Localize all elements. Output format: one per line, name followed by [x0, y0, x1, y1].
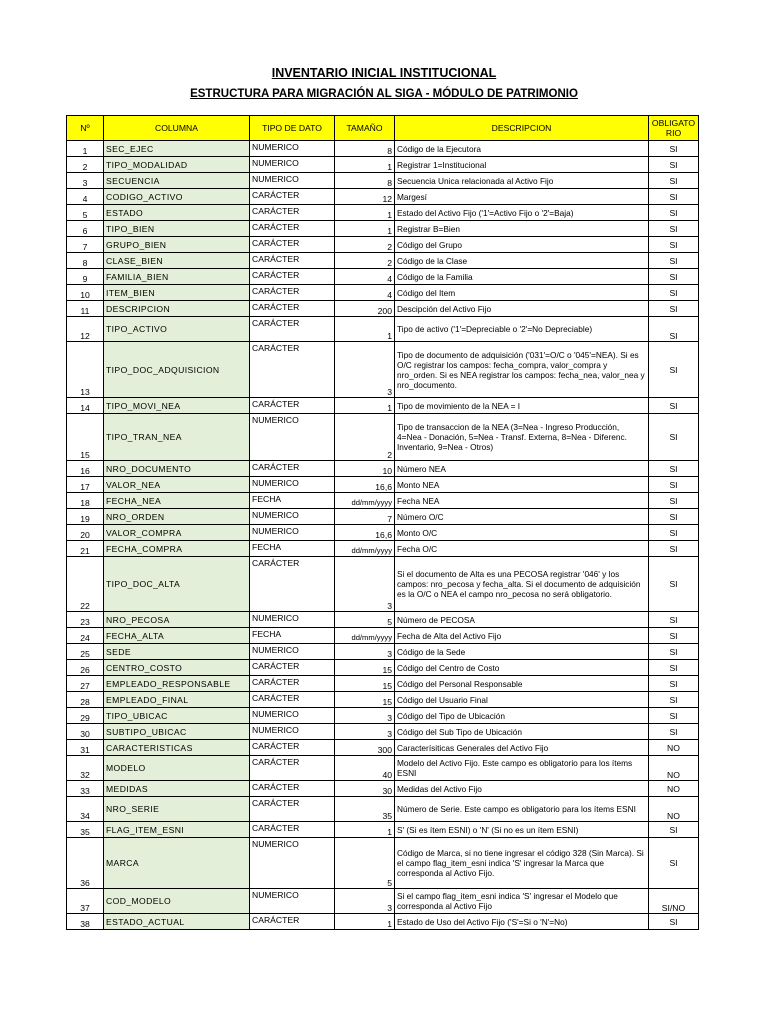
- cell-required: SI: [649, 253, 699, 269]
- cell-description: Caracterísiticas Generales del Activo Fijo: [395, 740, 649, 756]
- cell-size: 40: [335, 756, 395, 781]
- table-row: [67, 221, 699, 237]
- cell-number: 17: [67, 477, 104, 493]
- cell-required: SI: [649, 914, 699, 930]
- cell-size: 15: [335, 660, 395, 676]
- cell-size: 15: [335, 676, 395, 692]
- cell-size: 8: [335, 141, 395, 157]
- cell-number: 38: [67, 914, 104, 930]
- cell-required: SI: [649, 493, 699, 509]
- cell-size: 4: [335, 269, 395, 285]
- cell-column-name: SECUENCIA: [104, 173, 250, 189]
- cell-required: SI: [649, 141, 699, 157]
- header-obligatorio: OBLIGATORIO: [649, 116, 699, 141]
- cell-column-name: ITEM_BIEN: [104, 285, 250, 301]
- cell-data-type: NUMERICO: [250, 612, 335, 628]
- cell-number: 11: [67, 301, 104, 317]
- cell-size: 1: [335, 914, 395, 930]
- table-header-row: [67, 116, 699, 141]
- cell-description: Monto NEA: [395, 477, 649, 493]
- cell-description: Tipo de transaccion de la NEA (3=Nea - Ingreso Producción, 4=Nea - Donación, 5=Nea - Transf. Externa, 8=Nea - Diferenc. Inventario, 9=Nea - Otros): [395, 414, 649, 461]
- cell-column-name: FAMILIA_BIEN: [104, 269, 250, 285]
- cell-size: 2: [335, 237, 395, 253]
- cell-size: 12: [335, 189, 395, 205]
- cell-column-name: EMPLEADO_RESPONSABLE: [104, 676, 250, 692]
- table-row: [67, 398, 699, 414]
- cell-data-type: CARÁCTER: [250, 740, 335, 756]
- cell-data-type: CARÁCTER: [250, 285, 335, 301]
- cell-description: Código de la Clase: [395, 253, 649, 269]
- cell-data-type: CARÁCTER: [250, 822, 335, 838]
- cell-number: 33: [67, 781, 104, 797]
- cell-data-type: CARÁCTER: [250, 189, 335, 205]
- cell-number: 31: [67, 740, 104, 756]
- cell-size: 2: [335, 253, 395, 269]
- cell-required: SI: [649, 660, 699, 676]
- cell-column-name: ESTADO_ACTUAL: [104, 914, 250, 930]
- cell-data-type: CARÁCTER: [250, 692, 335, 708]
- cell-number: 26: [67, 660, 104, 676]
- cell-required: SI: [649, 342, 699, 398]
- table-row: [67, 141, 699, 157]
- cell-required: NO: [649, 781, 699, 797]
- cell-number: 19: [67, 509, 104, 525]
- cell-data-type: CARÁCTER: [250, 781, 335, 797]
- cell-data-type: NUMERICO: [250, 644, 335, 660]
- cell-required: SI/NO: [649, 889, 699, 914]
- cell-description: Código de la Sede: [395, 644, 649, 660]
- table-row: [67, 477, 699, 493]
- cell-number: 8: [67, 253, 104, 269]
- cell-size: 3: [335, 644, 395, 660]
- table-row: [67, 740, 699, 756]
- cell-data-type: CARÁCTER: [250, 557, 335, 612]
- cell-column-name: CLASE_BIEN: [104, 253, 250, 269]
- table-row: [67, 541, 699, 557]
- cell-size: 1: [335, 221, 395, 237]
- cell-size: 15: [335, 692, 395, 708]
- cell-description: Si el documento de Alta es una PECOSA registrar '046' y los campos: nro_pecosa y fecha_alta. Si el documento de adquisición es la O/C o NEA el campo nro_pecosa no será obligatorio.: [395, 557, 649, 612]
- cell-size: 4: [335, 285, 395, 301]
- cell-data-type: CARÁCTER: [250, 676, 335, 692]
- cell-data-type: NUMERICO: [250, 157, 335, 173]
- cell-number: 12: [67, 317, 104, 342]
- table-row: [67, 269, 699, 285]
- cell-data-type: NUMERICO: [250, 173, 335, 189]
- cell-description: Código del Sub Tipo de Ubicación: [395, 724, 649, 740]
- cell-number: 25: [67, 644, 104, 660]
- cell-required: SI: [649, 477, 699, 493]
- table-row: [67, 493, 699, 509]
- cell-data-type: NUMERICO: [250, 708, 335, 724]
- cell-size: 200: [335, 301, 395, 317]
- table-row: [67, 205, 699, 221]
- cell-column-name: FECHA_NEA: [104, 493, 250, 509]
- cell-required: SI: [649, 724, 699, 740]
- cell-description: Número de Serie. Este campo es obligatorio para los ítems ESNI: [395, 797, 649, 822]
- cell-description: Secuencia Unica relacionada al Activo Fijo: [395, 173, 649, 189]
- cell-required: NO: [649, 740, 699, 756]
- table-row: [67, 724, 699, 740]
- table-row: [67, 189, 699, 205]
- cell-required: SI: [649, 612, 699, 628]
- cell-required: SI: [649, 557, 699, 612]
- table-row: [67, 557, 699, 612]
- cell-size: dd/mm/yyyy: [335, 541, 395, 557]
- cell-column-name: ESTADO: [104, 205, 250, 221]
- cell-column-name: SEC_EJEC: [104, 141, 250, 157]
- cell-column-name: DESCRIPCION: [104, 301, 250, 317]
- cell-size: 1: [335, 205, 395, 221]
- cell-description: S' (Si es ítem ESNI) o 'N' (Si no es un ítem ESNI): [395, 822, 649, 838]
- cell-description: Número NEA: [395, 461, 649, 477]
- table-row: [67, 781, 699, 797]
- cell-required: SI: [649, 173, 699, 189]
- cell-column-name: TIPO_DOC_ADQUISICION: [104, 342, 250, 398]
- table-row: [67, 692, 699, 708]
- cell-data-type: CARÁCTER: [250, 221, 335, 237]
- cell-required: SI: [649, 822, 699, 838]
- cell-data-type: CARÁCTER: [250, 797, 335, 822]
- cell-number: 27: [67, 676, 104, 692]
- cell-data-type: NUMERICO: [250, 141, 335, 157]
- cell-description: Código del Centro de Costo: [395, 660, 649, 676]
- cell-data-type: CARÁCTER: [250, 317, 335, 342]
- cell-column-name: GRUPO_BIEN: [104, 237, 250, 253]
- cell-number: 29: [67, 708, 104, 724]
- cell-column-name: SUBTIPO_UBICAC: [104, 724, 250, 740]
- cell-column-name: TIPO_MOVI_NEA: [104, 398, 250, 414]
- table-row: [67, 889, 699, 914]
- cell-column-name: SEDE: [104, 644, 250, 660]
- document-title: INVENTARIO INICIAL INSTITUCIONAL: [271, 66, 497, 80]
- table-row: [67, 756, 699, 781]
- cell-size: 30: [335, 781, 395, 797]
- cell-number: 20: [67, 525, 104, 541]
- cell-number: 28: [67, 692, 104, 708]
- cell-description: Tipo de documento de adquisición ('031'=O/C o '045'=NEA). Si es O/C registrar los campos: fecha_compra, valor_compra y nro_orden. Si es NEA registrar los campos: fecha_nea, valor_nea y nro_documento.: [395, 342, 649, 398]
- cell-data-type: CARÁCTER: [250, 756, 335, 781]
- cell-data-type: CARÁCTER: [250, 253, 335, 269]
- cell-column-name: TIPO_BIEN: [104, 221, 250, 237]
- cell-description: Código de la Ejecutora: [395, 141, 649, 157]
- cell-column-name: CENTRO_COSTO: [104, 660, 250, 676]
- cell-column-name: TIPO_DOC_ALTA: [104, 557, 250, 612]
- cell-number: 2: [67, 157, 104, 173]
- cell-data-type: NUMERICO: [250, 525, 335, 541]
- cell-number: 30: [67, 724, 104, 740]
- cell-data-type: FECHA: [250, 628, 335, 644]
- cell-column-name: TIPO_TRAN_NEA: [104, 414, 250, 461]
- cell-number: 37: [67, 889, 104, 914]
- table-row: [67, 342, 699, 398]
- cell-data-type: CARÁCTER: [250, 914, 335, 930]
- cell-size: 1: [335, 317, 395, 342]
- cell-column-name: TIPO_ACTIVO: [104, 317, 250, 342]
- cell-column-name: NRO_SERIE: [104, 797, 250, 822]
- cell-size: 300: [335, 740, 395, 756]
- cell-column-name: VALOR_NEA: [104, 477, 250, 493]
- cell-description: Número O/C: [395, 509, 649, 525]
- table-row: [67, 612, 699, 628]
- cell-size: 3: [335, 342, 395, 398]
- cell-size: 1: [335, 157, 395, 173]
- table-row: [67, 414, 699, 461]
- cell-data-type: NUMERICO: [250, 838, 335, 889]
- cell-number: 10: [67, 285, 104, 301]
- table-row: [67, 914, 699, 930]
- cell-number: 6: [67, 221, 104, 237]
- cell-size: 1: [335, 398, 395, 414]
- cell-number: 21: [67, 541, 104, 557]
- header-tamano: TAMAÑO: [335, 116, 395, 141]
- cell-data-type: CARÁCTER: [250, 205, 335, 221]
- table-row: [67, 797, 699, 822]
- cell-column-name: MODELO: [104, 756, 250, 781]
- cell-size: 1: [335, 822, 395, 838]
- cell-description: Fecha de Alta del Activo Fijo: [395, 628, 649, 644]
- cell-number: 23: [67, 612, 104, 628]
- cell-description: Registrar B=Bien: [395, 221, 649, 237]
- cell-size: 35: [335, 797, 395, 822]
- cell-required: SI: [649, 157, 699, 173]
- cell-number: 14: [67, 398, 104, 414]
- cell-number: 5: [67, 205, 104, 221]
- cell-column-name: NRO_ORDEN: [104, 509, 250, 525]
- cell-number: 35: [67, 822, 104, 838]
- cell-required: SI: [649, 676, 699, 692]
- cell-size: 7: [335, 509, 395, 525]
- cell-data-type: NUMERICO: [250, 889, 335, 914]
- table-row: [67, 660, 699, 676]
- cell-column-name: TIPO_UBICAC: [104, 708, 250, 724]
- table-row: [67, 253, 699, 269]
- table-row: [67, 317, 699, 342]
- cell-data-type: CARÁCTER: [250, 461, 335, 477]
- table-row: [67, 461, 699, 477]
- table-row: [67, 838, 699, 889]
- table-row: [67, 644, 699, 660]
- cell-size: 8: [335, 173, 395, 189]
- header-columna: COLUMNA: [104, 116, 250, 141]
- cell-data-type: NUMERICO: [250, 414, 335, 461]
- migration-structure-table: [66, 115, 699, 930]
- cell-number: 13: [67, 342, 104, 398]
- cell-column-name: NRO_DOCUMENTO: [104, 461, 250, 477]
- cell-number: 24: [67, 628, 104, 644]
- cell-column-name: FLAG_ITEM_ESNI: [104, 822, 250, 838]
- cell-data-type: FECHA: [250, 493, 335, 509]
- cell-description: Código del Grupo: [395, 237, 649, 253]
- cell-required: SI: [649, 838, 699, 889]
- cell-description: Estado de Uso del Activo Fijo ('S'=Si o 'N'=No): [395, 914, 649, 930]
- table-row: [67, 676, 699, 692]
- table-row: [67, 285, 699, 301]
- cell-required: SI: [649, 692, 699, 708]
- document-subtitle: ESTRUCTURA PARA MIGRACIÓN AL SIGA - MÓDULO DE PATRIMONIO: [190, 88, 578, 100]
- cell-required: SI: [649, 708, 699, 724]
- cell-data-type: CARÁCTER: [250, 237, 335, 253]
- cell-required: SI: [649, 461, 699, 477]
- cell-size: dd/mm/yyyy: [335, 628, 395, 644]
- cell-column-name: NRO_PECOSA: [104, 612, 250, 628]
- cell-column-name: CARACTERISTICAS: [104, 740, 250, 756]
- cell-description: Código de Marca, si no tiene ingresar el código 328 (Sin Marca). Si el campo flag_item_esni indica 'S' ingresar la Marca que corresponda al Activo Fijo.: [395, 838, 649, 889]
- cell-required: NO: [649, 797, 699, 822]
- cell-size: 3: [335, 724, 395, 740]
- table-row: [67, 708, 699, 724]
- cell-number: 4: [67, 189, 104, 205]
- cell-required: SI: [649, 285, 699, 301]
- cell-required: SI: [649, 628, 699, 644]
- cell-column-name: COD_MODELO: [104, 889, 250, 914]
- cell-description: Descipción del Activo Fijo: [395, 301, 649, 317]
- cell-required: SI: [649, 414, 699, 461]
- table-row: [67, 822, 699, 838]
- cell-required: NO: [649, 756, 699, 781]
- cell-required: SI: [649, 509, 699, 525]
- cell-required: SI: [649, 237, 699, 253]
- cell-column-name: FECHA_ALTA: [104, 628, 250, 644]
- cell-column-name: EMPLEADO_FINAL: [104, 692, 250, 708]
- cell-size: 5: [335, 612, 395, 628]
- table-row: [67, 509, 699, 525]
- cell-number: 9: [67, 269, 104, 285]
- table-row: [67, 301, 699, 317]
- cell-column-name: VALOR_COMPRA: [104, 525, 250, 541]
- cell-size: 5: [335, 838, 395, 889]
- cell-description: Código del Item: [395, 285, 649, 301]
- cell-data-type: CARÁCTER: [250, 342, 335, 398]
- cell-number: 34: [67, 797, 104, 822]
- cell-size: 3: [335, 557, 395, 612]
- cell-column-name: FECHA_COMPRA: [104, 541, 250, 557]
- table-row: [67, 157, 699, 173]
- cell-data-type: CARÁCTER: [250, 660, 335, 676]
- cell-column-name: MARCA: [104, 838, 250, 889]
- cell-column-name: TIPO_MODALIDAD: [104, 157, 250, 173]
- cell-size: 16,6: [335, 477, 395, 493]
- cell-description: Fecha NEA: [395, 493, 649, 509]
- cell-column-name: CODIGO_ACTIVO: [104, 189, 250, 205]
- cell-number: 7: [67, 237, 104, 253]
- cell-number: 1: [67, 141, 104, 157]
- cell-description: Número de PECOSA: [395, 612, 649, 628]
- cell-description: Modelo del Activo Fijo. Este campo es obligatorio para los ítems ESNI: [395, 756, 649, 781]
- cell-required: SI: [649, 398, 699, 414]
- cell-required: SI: [649, 541, 699, 557]
- cell-size: 3: [335, 708, 395, 724]
- cell-description: Código del Personal Responsable: [395, 676, 649, 692]
- cell-description: Código del Usuario Final: [395, 692, 649, 708]
- cell-column-name: MEDIDAS: [104, 781, 250, 797]
- cell-description: Monto O/C: [395, 525, 649, 541]
- header-n: Nº: [67, 116, 104, 141]
- cell-size: 10: [335, 461, 395, 477]
- cell-data-type: NUMERICO: [250, 724, 335, 740]
- cell-description: Si el campo flag_item_esni indica 'S' ingresar el Modelo que corresponda al Activo Fijo: [395, 889, 649, 914]
- cell-description: Estado del Activo Fijo ('1'=Activo Fijo o '2'=Baja): [395, 205, 649, 221]
- cell-required: SI: [649, 301, 699, 317]
- cell-description: Código de la Familia: [395, 269, 649, 285]
- cell-description: Registrar 1=Institucional: [395, 157, 649, 173]
- cell-size: 3: [335, 889, 395, 914]
- cell-description: Tipo de movimiento de la NEA = I: [395, 398, 649, 414]
- table-row: [67, 237, 699, 253]
- cell-data-type: CARÁCTER: [250, 301, 335, 317]
- table-row: [67, 173, 699, 189]
- cell-number: 15: [67, 414, 104, 461]
- cell-description: Fecha O/C: [395, 541, 649, 557]
- cell-number: 22: [67, 557, 104, 612]
- cell-required: SI: [649, 644, 699, 660]
- table-row: [67, 628, 699, 644]
- cell-required: SI: [649, 189, 699, 205]
- header-descripcion: DESCRIPCION: [395, 116, 649, 141]
- cell-data-type: CARÁCTER: [250, 398, 335, 414]
- cell-data-type: CARÁCTER: [250, 269, 335, 285]
- cell-number: 18: [67, 493, 104, 509]
- cell-description: Código del Tipo de Ubicación: [395, 708, 649, 724]
- cell-required: SI: [649, 317, 699, 342]
- cell-number: 3: [67, 173, 104, 189]
- cell-data-type: NUMERICO: [250, 509, 335, 525]
- cell-size: 16,6: [335, 525, 395, 541]
- cell-description: Tipo de activo ('1'=Depreciable o '2'=No Depreciable): [395, 317, 649, 342]
- table-row: [67, 525, 699, 541]
- cell-required: SI: [649, 221, 699, 237]
- cell-size: 2: [335, 414, 395, 461]
- header-tipo-de-dato: TIPO DE DATO: [250, 116, 335, 141]
- cell-required: SI: [649, 525, 699, 541]
- cell-size: dd/mm/yyyy: [335, 493, 395, 509]
- cell-required: SI: [649, 205, 699, 221]
- cell-data-type: FECHA: [250, 541, 335, 557]
- cell-description: Margesí: [395, 189, 649, 205]
- cell-number: 32: [67, 756, 104, 781]
- cell-description: Medidas del Activo Fijo: [395, 781, 649, 797]
- cell-required: SI: [649, 269, 699, 285]
- cell-number: 36: [67, 838, 104, 889]
- cell-number: 16: [67, 461, 104, 477]
- cell-data-type: NUMERICO: [250, 477, 335, 493]
